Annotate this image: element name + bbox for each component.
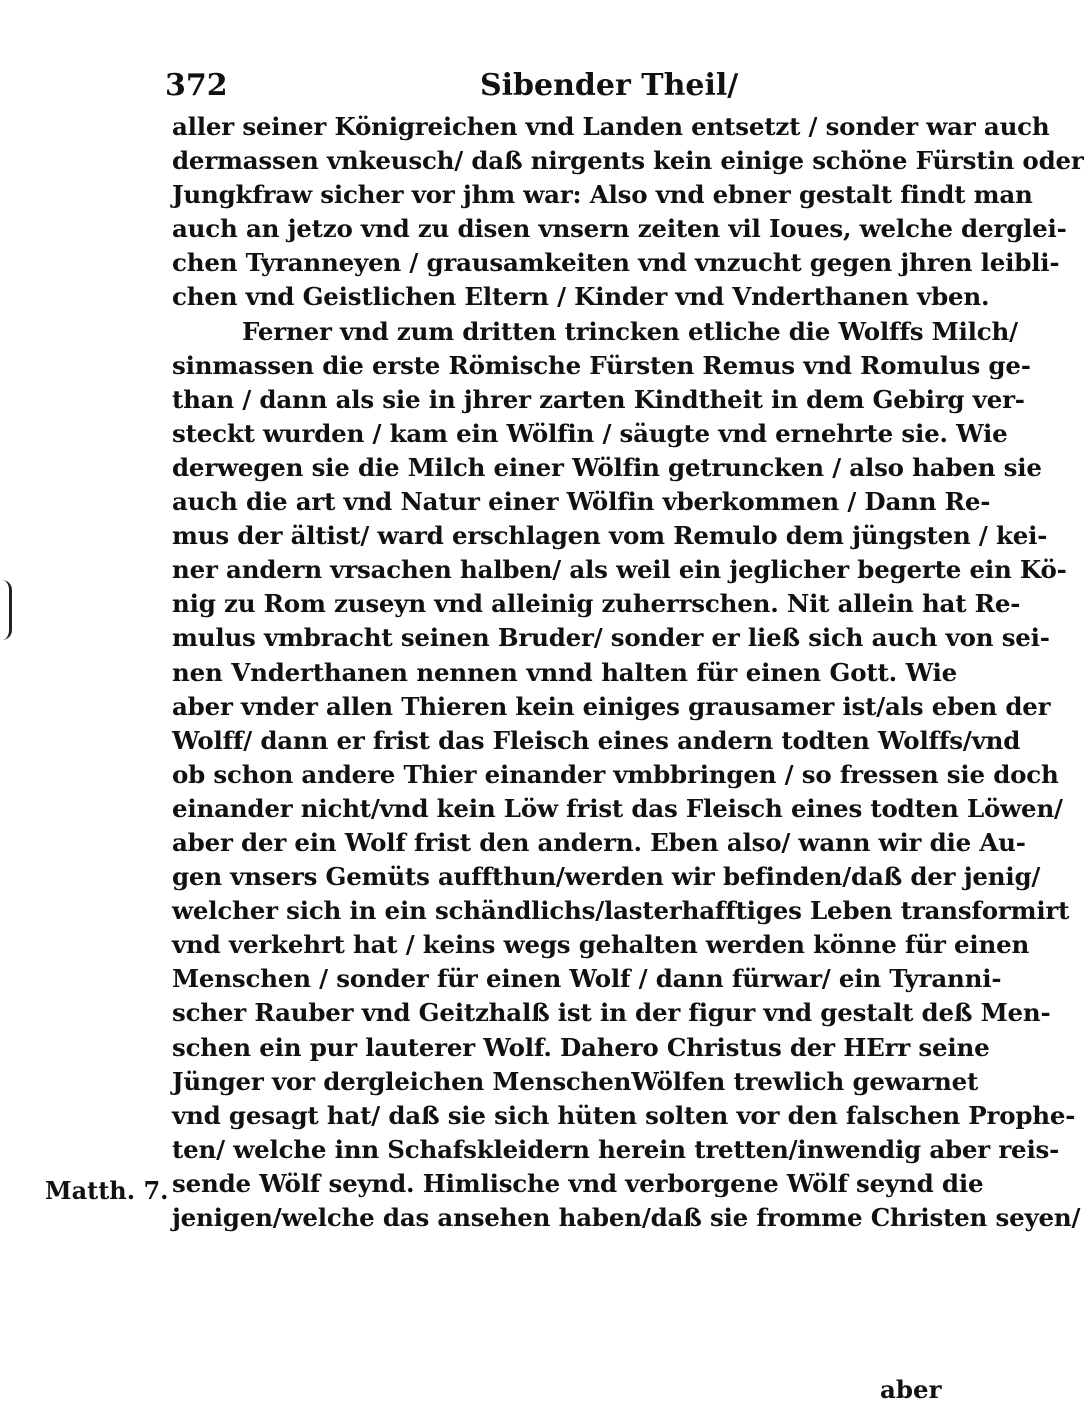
- text-line: sende Wölf seynd. Himlische vnd verborgene Wölf seynd die: [172, 1168, 984, 1198]
- text-line: ob schon andere Thier einander vmbbringen / so fressen sie doch: [172, 759, 1059, 789]
- body-text: [172, 110, 1084, 1235]
- text-line: steckt wurden / kam ein Wölfin / säugte vnd ernehrte sie. Wie: [172, 418, 1008, 448]
- page-header: [165, 68, 815, 108]
- text-line: vnd gesagt hat/ daß sie sich hüten solten vor den falschen Prophe-: [172, 1100, 1076, 1130]
- text-line: nen Vnderthanen nennen vnnd halten für einen Gott. Wie: [172, 657, 957, 687]
- text-line: Menschen / sonder für einen Wolf / dann fürwar/ ein Tyranni-: [172, 964, 1002, 994]
- text-line: aber der ein Wolf frist den andern. Eben also/ wann wir die Au-: [172, 827, 1026, 857]
- text-line: Wolff/ dann er frist das Fleisch eines andern todten Wolffs/vnd: [172, 725, 1021, 755]
- text-line: sinmassen die erste Römische Fürsten Remus vnd Romulus ge-: [172, 350, 1031, 380]
- text-line: ten/ welche inn Schafskleidern herein tretten/inwendig aber reis-: [172, 1134, 1060, 1164]
- text-line: chen Tyranneyen / grausamkeiten vnd vnzucht gegen jhren leibli-: [172, 248, 1060, 278]
- text-line: ner andern vrsachen halben/ als weil ein jeglicher begerte ein Kö-: [172, 555, 1067, 585]
- text-line: auch die art vnd Natur einer Wölfin vberkommen / Dann Re-: [172, 487, 991, 517]
- text-line: Jünger vor dergleichen MenschenWölfen trewlich gewarnet: [172, 1066, 979, 1096]
- margin-note: Matth. 7.: [45, 1176, 169, 1205]
- text-line: einander nicht/vnd kein Löw frist das Fleisch eines todten Löwen/: [172, 793, 1063, 823]
- text-line: dermassen vnkeusch/ daß nirgents kein einige schöne Fürstin oder: [172, 146, 1084, 176]
- page-number: 372: [165, 68, 228, 103]
- text-line: aller seiner Königreichen vnd Landen entsetzt / sonder war auch: [172, 112, 1050, 141]
- text-line: Jungkfraw sicher vor jhm war: Also vnd ebner gestalt findt man: [172, 180, 1033, 210]
- text-line: welcher sich in ein schändlichs/lasterhafftiges Leben transformirt: [172, 896, 1070, 926]
- margin-bracket: [2, 580, 12, 640]
- text-line: Ferner vnd zum dritten trincken etliche die Wolffs Milch/: [242, 316, 1018, 346]
- text-line: than / dann als sie in jhrer zarten Kindtheit in dem Gebirg ver-: [172, 384, 1025, 414]
- text-line: aber vnder allen Thieren kein einiges grausamer ist/als eben der: [172, 691, 1051, 721]
- text-line: schen ein pur lauterer Wolf. Dahero Christus der HErr seine: [172, 1032, 990, 1062]
- text-line: nig zu Rom zuseyn vnd alleinig zuherrschen. Nit allein hat Re-: [172, 589, 1021, 619]
- running-head: Sibender Theil/: [480, 68, 739, 103]
- text-line: derwegen sie die Milch einer Wölfin getruncken / also haben sie: [172, 452, 1042, 482]
- text-line: mus der ältist/ ward erschlagen vom Remulo dem jüngsten / kei-: [172, 521, 1048, 551]
- text-line: jenigen/welche das ansehen haben/daß sie fromme Christen seyen/: [172, 1203, 1081, 1232]
- text-line: auch an jetzo vnd zu disen vnsern zeiten vil Ioues, welche derglei-: [172, 214, 1067, 244]
- text-line: scher Rauber vnd Geitzhalß ist in der figur vnd gestalt deß Men-: [172, 998, 1051, 1028]
- text-line: vnd verkehrt hat / keins wegs gehalten werden könne für einen: [172, 930, 1030, 960]
- text-line: chen vnd Geistlichen Eltern / Kinder vnd Vnderthanen vben.: [172, 282, 990, 312]
- text-line: gen vnsers Gemüts auffthun/werden wir befinden/daß der jenig/: [172, 862, 1041, 892]
- catchword: aber: [880, 1375, 942, 1404]
- text-line: mulus vmbracht seinen Bruder/ sonder er ließ sich auch von sei-: [172, 623, 1050, 653]
